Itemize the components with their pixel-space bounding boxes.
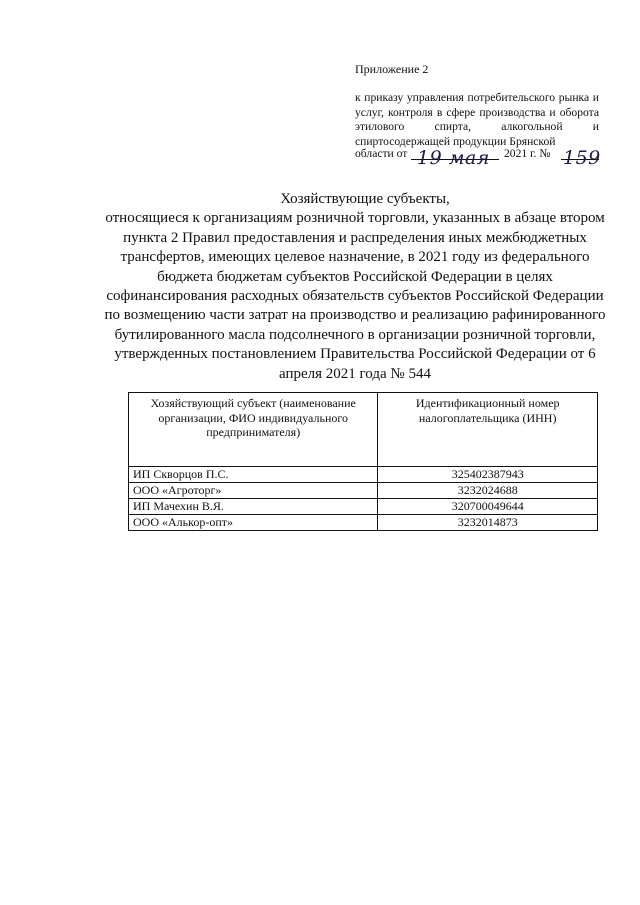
table-header-row	[129, 393, 598, 467]
subject-name: ООО «Алькор-опт»	[129, 515, 378, 531]
table-row	[129, 499, 598, 515]
subject-name: ИП Скворцов П.С.	[129, 467, 378, 483]
heading-body: относящиеся к организациям розничной торговли, указанных в абзаце втором пункта 2 Правил предоставления и распределения иных межбюджетных трансфертов, имеющих целевое назначение, в 2021 году из федерального бюджета бюджетам субъектов Российской Федерации в целях софинансирования расходных обязательств субъектов Российской Федерации по возмещению части затрат на производство и реализацию рафинированного бутилированного масла подсолнечного в организации розничной торговли, утвержденных постановлением Правительства Российской Федерации от 6 апреля 2021 года № 544	[104, 210, 606, 382]
header-inn: Идентификационный номер налогоплательщика (ИНН)	[378, 393, 598, 467]
handwritten-number: 159	[563, 147, 601, 169]
appendix-title: Приложение 2	[355, 62, 429, 76]
subject-name: ООО «Агроторг»	[129, 483, 378, 499]
subject-inn: 3232014873	[378, 515, 598, 531]
heading-title: Хозяйствующие субъекты,	[280, 191, 450, 207]
subjects-table	[128, 392, 598, 531]
order-date-line	[355, 145, 605, 169]
date-prefix: области от	[355, 147, 408, 160]
subject-inn: 325402387943	[378, 467, 598, 483]
subject-inn: 320700049644	[378, 499, 598, 515]
handwritten-date: 19 мая	[417, 147, 490, 169]
document-heading	[95, 190, 615, 384]
order-reference: к приказу управления потребительского рынка и услуг, контроля в сфере производства и оборота этилового спирта, алкогольной и спиртосодержащей продукции Брянской	[355, 91, 599, 148]
subject-inn: 3232024688	[378, 483, 598, 499]
table-row	[129, 515, 598, 531]
year-number-label: 2021 г. №	[504, 147, 551, 160]
header-subject: Хозяйствующий субъект (наименование организации, ФИО индивидуального предпринимателя)	[129, 393, 378, 467]
table-row	[129, 483, 598, 499]
subject-name: ИП Мачехин В.Я.	[129, 499, 378, 515]
table-row	[129, 467, 598, 483]
